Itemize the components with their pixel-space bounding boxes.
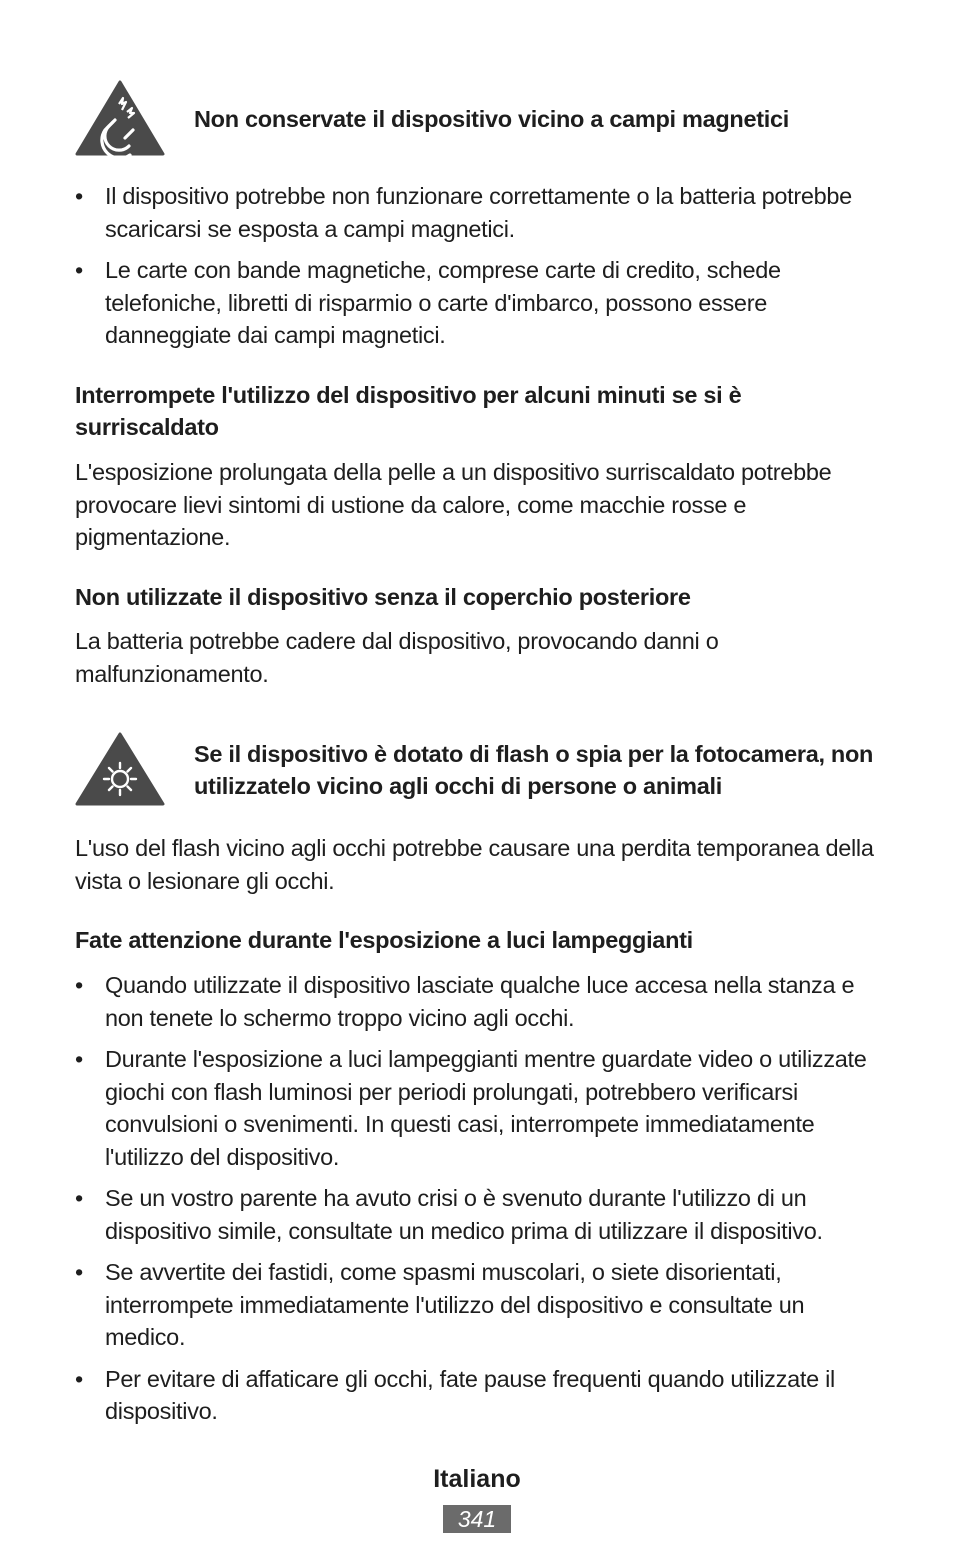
light-warning-icon — [75, 732, 165, 806]
flash-paragraph: L'uso del flash vicino agli occhi potrebbe causare una perdita temporanea della vista o lesionare gli occhi. — [75, 835, 874, 894]
magnetic-warning-title: Non conservate il dispositivo vicino a campi magnetici — [194, 106, 789, 132]
flashing-lights-heading: Fate attenzione durante l'esposizione a luci lampeggianti — [75, 927, 693, 953]
list-item: • Durante l'esposizione a luci lampeggianti mentre guardate video o utilizzate giochi con flash luminosi per periodi prolungati, potrebbero verificarsi convulsioni o svenimenti. In questi casi, interrompete immediatamente l'utilizzo del dispositivo. — [75, 1046, 867, 1170]
footer-language: Italiano — [433, 1465, 521, 1493]
list-item: • Per evitare di affaticare gli occhi, fate pause frequenti quando utilizzate il dispositivo. — [75, 1365, 835, 1424]
magnetic-bullet-list — [75, 180, 875, 361]
list-item: • Il dispositivo potrebbe non funzionare correttamente o la batteria potrebbe scaricarsi se esposta a campi magnetici. — [75, 183, 852, 242]
cover-heading: Non utilizzate il dispositivo senza il coperchio posteriore — [75, 584, 691, 610]
list-item: • Se avvertite dei fastidi, come spasmi muscolari, o siete disorientati, interrompete immediatamente l'utilizzo del dispositivo e consultate un medico. — [75, 1259, 805, 1350]
cover-paragraph: La batteria potrebbe cadere dal dispositivo, provocando danni o malfunzionamento. — [75, 628, 719, 687]
overheat-paragraph: L'esposizione prolungata della pelle a un dispositivo surriscaldato potrebbe provocare lievi sintomi di ustione da calore, come macchie rosse e pigmentazione. — [75, 459, 832, 550]
magnet-warning-icon — [75, 80, 165, 156]
page-number-badge: 341 — [443, 1505, 511, 1533]
list-item: • Le carte con bande magnetiche, comprese carte di credito, schede telefoniche, libretti di risparmio o carte d'imbarco, possono essere danneggiate dai campi magnetici. — [75, 257, 781, 348]
overheat-heading: Interrompete l'utilizzo del dispositivo per alcuni minuti se si è surriscaldato — [75, 382, 742, 440]
flashing-lights-bullet-list — [75, 969, 875, 1437]
list-item: • Quando utilizzate il dispositivo lasciate qualche luce accesa nella stanza e non tenete lo schermo troppo vicino agli occhi. — [75, 972, 855, 1031]
flash-warning-title: Se il dispositivo è dotato di flash o spia per la fotocamera, non utilizzatelo vicino agli occhi di persone o animali — [194, 741, 874, 799]
list-item: • Se un vostro parente ha avuto crisi o è svenuto durante l'utilizzo di un dispositivo simile, consultate un medico prima di utilizzare il dispositivo. — [75, 1185, 823, 1244]
